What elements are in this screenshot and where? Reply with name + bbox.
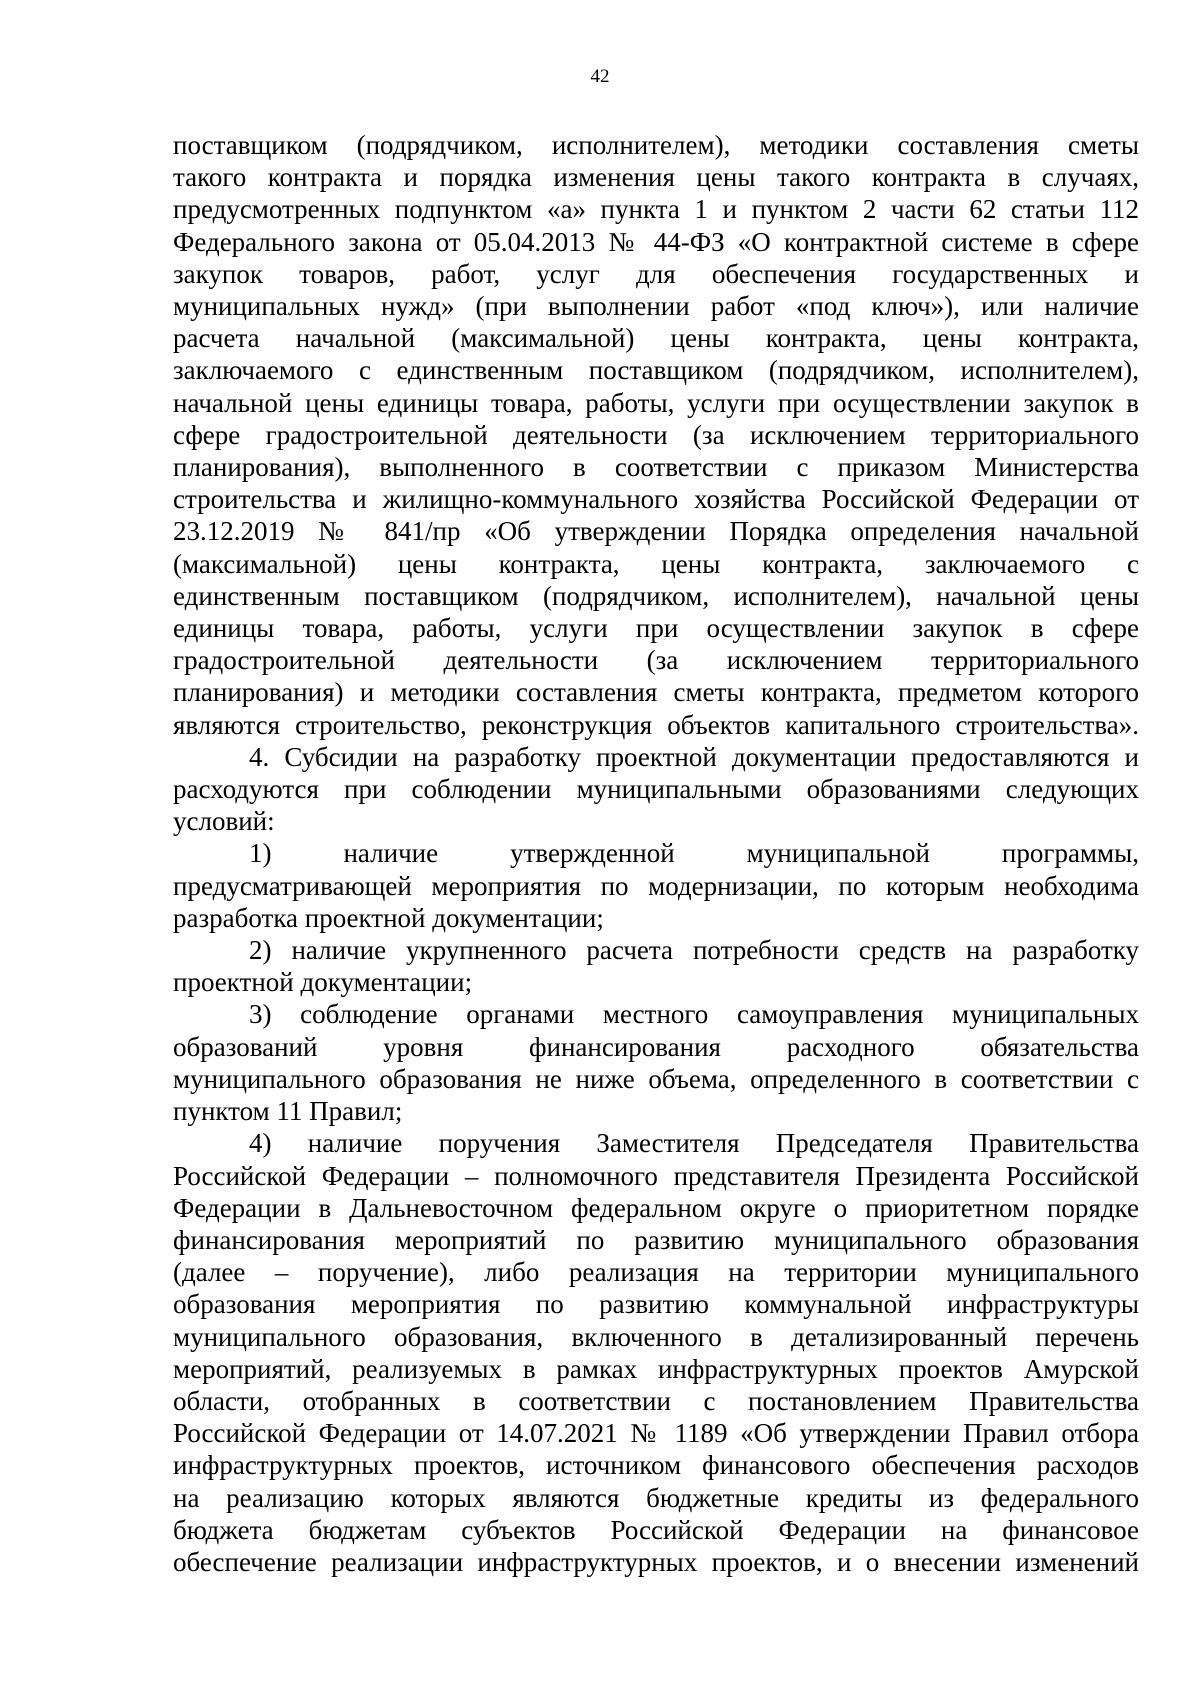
text-line: муниципального образования не ниже объема, определенного в соответствии с	[173, 1063, 1139, 1094]
text-line: Федерального закона от 05.04.2013 № 44-ФЗ «О контрактной системе в сфере	[173, 226, 1139, 257]
text-line: проектной документации;	[173, 967, 473, 998]
text-line: 3) соблюдение органами местного самоуправления муниципальных	[249, 999, 1139, 1030]
text-line: 1) наличие утвержденной муниципальной программы,	[249, 838, 1139, 869]
text-line: единственным поставщиком (подрядчиком, исполнителем), начальной цены	[173, 580, 1139, 611]
text-line: мероприятий, реализуемых в рамках инфраструктурных проектов Амурской	[173, 1353, 1139, 1384]
text-line: предусматривающей мероприятия по модернизации, по которым необходима	[173, 870, 1139, 901]
text-line: условий:	[173, 806, 275, 837]
text-line: начальной цены единицы товара, работы, услуги при осуществлении закупок в	[173, 387, 1139, 418]
text-line: 23.12.2019 № 841/пр «Об утверждении Порядка определения начальной	[173, 516, 1139, 547]
page-number: 42	[590, 66, 610, 87]
text-line: пунктом 11 Правил;	[173, 1096, 403, 1127]
text-line: Российской Федерации от 14.07.2021 № 1189 «Об утверждении Правил отбора	[173, 1418, 1139, 1449]
text-line: муниципальных нужд» (при выполнении работ «под ключ»), или наличие	[173, 291, 1139, 322]
text-line: градостроительной деятельности (за исключением территориального	[173, 645, 1139, 676]
text-line: Федерации в Дальневосточном федеральном округе о приоритетном порядке	[173, 1192, 1139, 1223]
text-line: являются строительство, реконструкция объектов капитального строительства».	[173, 709, 1139, 740]
body-text	[173, 129, 1139, 1578]
text-line: Российской Федерации – полномочного представителя Президента Российской	[173, 1160, 1139, 1191]
text-line: такого контракта и порядка изменения цены такого контракта в случаях,	[173, 162, 1139, 193]
text-line: (далее – поручение), либо реализация на территории муниципального	[173, 1257, 1139, 1288]
text-line: планирования) и методики составления сметы контракта, предметом которого	[173, 677, 1139, 708]
text-line: 4. Субсидии на разработку проектной документации предоставляются и	[249, 741, 1139, 772]
text-line: области, отобранных в соответствии с постановлением Правительства	[173, 1385, 1139, 1416]
text-line: сфере градостроительной деятельности (за исключением территориального	[173, 419, 1139, 450]
text-line: обеспечение реализации инфраструктурных проектов, и о внесении изменений	[173, 1546, 1139, 1577]
text-line: на реализацию которых являются бюджетные кредиты из федерального	[173, 1482, 1139, 1513]
text-line: инфраструктурных проектов, источником финансового обеспечения расходов	[173, 1450, 1139, 1481]
text-line: предусмотренных подпунктом «а» пункта 1 и пунктом 2 части 62 статьи 112	[173, 194, 1139, 225]
text-line: (максимальной) цены контракта, цены контракта, заключаемого с	[173, 548, 1139, 579]
text-line: образований уровня финансирования расходного обязательства	[173, 1031, 1139, 1062]
text-line: заключаемого с единственным поставщиком (подрядчиком, исполнителем),	[173, 355, 1139, 386]
text-line: образования мероприятия по развитию коммунальной инфраструктуры	[173, 1289, 1139, 1320]
text-line: расчета начальной (максимальной) цены контракта, цены контракта,	[173, 323, 1139, 354]
text-line: поставщиком (подрядчиком, исполнителем), методики составления сметы	[173, 130, 1139, 160]
text-line: 4) наличие поручения Заместителя Председателя Правительства	[249, 1128, 1139, 1159]
text-line: муниципального образования, включенного в детализированный перечень	[173, 1321, 1139, 1352]
text-line: разработка проектной документации;	[173, 902, 604, 933]
text-line: единицы товара, работы, услуги при осуществлении закупок в сфере	[173, 613, 1139, 644]
text-line: бюджета бюджетам субъектов Российской Федерации на финансовое	[173, 1514, 1139, 1545]
text-line: закупок товаров, работ, услуг для обеспечения государственных и	[173, 258, 1139, 289]
text-line: расходуются при соблюдении муниципальными образованиями следующих	[173, 774, 1139, 805]
text-line: финансирования мероприятий по развитию муниципального образования	[173, 1224, 1139, 1255]
text-line: строительства и жилищно-коммунального хозяйства Российской Федерации от	[173, 484, 1139, 515]
text-line: планирования), выполненного в соответствии с приказом Министерства	[173, 452, 1139, 483]
text-line: 2) наличие укрупненного расчета потребности средств на разработку	[249, 935, 1139, 966]
